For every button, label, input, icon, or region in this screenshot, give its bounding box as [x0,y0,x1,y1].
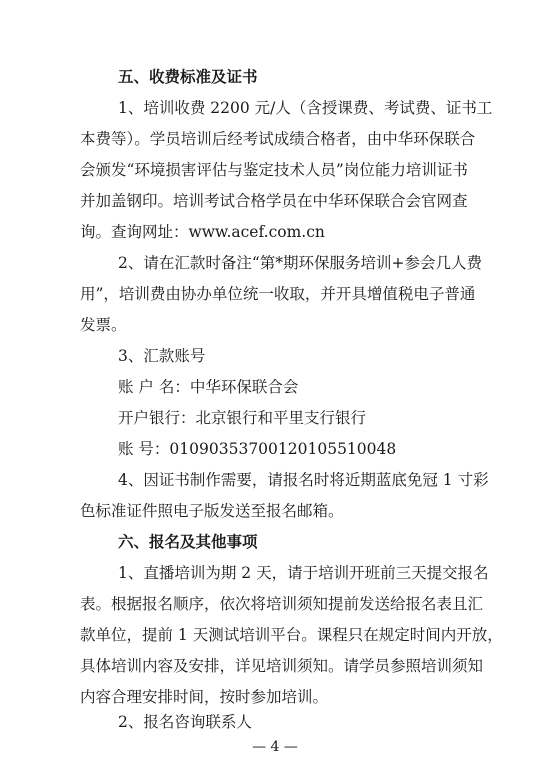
query-url-line: 询。查询网址：www.acef.com.cn [80,223,325,241]
account-name-line: 账 户 名：中华环保联合会 [118,378,299,396]
paragraph-line: 款单位，提前 1 天测试培训平台。课程只在规定时间内开放， [80,626,503,644]
section-heading-fees: 五、收费标准及证书 [118,68,258,86]
paragraph-line: 1、培训收费 2200 元/人（含授课费、考试费、证书工 [118,99,493,117]
paragraph-line: 表。根据报名顺序，依次将培训须知提前发送给报名表且汇 [80,595,484,613]
paragraph-line: 色标准证件照电子版发送至报名邮箱。 [80,502,344,520]
paragraph-line: 内容合理安排时间，按时参加培训。 [80,688,329,706]
account-number-line: 账 号：01090353700120105510048 [118,440,397,458]
paragraph-line: 2、报名咨询联系人 [118,713,252,731]
paragraph-line: 发票。 [80,316,127,334]
paragraph-line: 4、因证书制作需要，请报名时将近期蓝底免冠 1 寸彩 [118,471,489,489]
paragraph-line: 具体培训内容及安排，详见培训须知。请学员参照培训须知 [80,657,484,675]
section-heading-registration: 六、报名及其他事项 [118,533,258,551]
paragraph-line: 会颁发“环境损害评估与鉴定技术人员”岗位能力培训证书 [80,161,468,179]
paragraph-line: 用”，培训费由协办单位统一收取，并开具增值税电子普通 [80,285,476,303]
paragraph-line: 1、直播培训为期 2 天，请于培训开班前三天提交报名 [118,564,489,582]
paragraph-line: 本费等）。学员培训后经考试成绩合格者，由中华环保联合 [80,130,476,148]
bank-line: 开户银行：北京银行和平里支行银行 [118,409,367,427]
paragraph-line: 并加盖钢印。培训考试合格学员在中华环保联合会官网查 [80,192,468,210]
paragraph-line: 2、请在汇款时备注“第*期环保服务培训+参会几人费 [118,254,483,272]
page-number: — 4 — [252,739,298,755]
remittance-account-heading: 3、汇款账号 [118,347,206,365]
